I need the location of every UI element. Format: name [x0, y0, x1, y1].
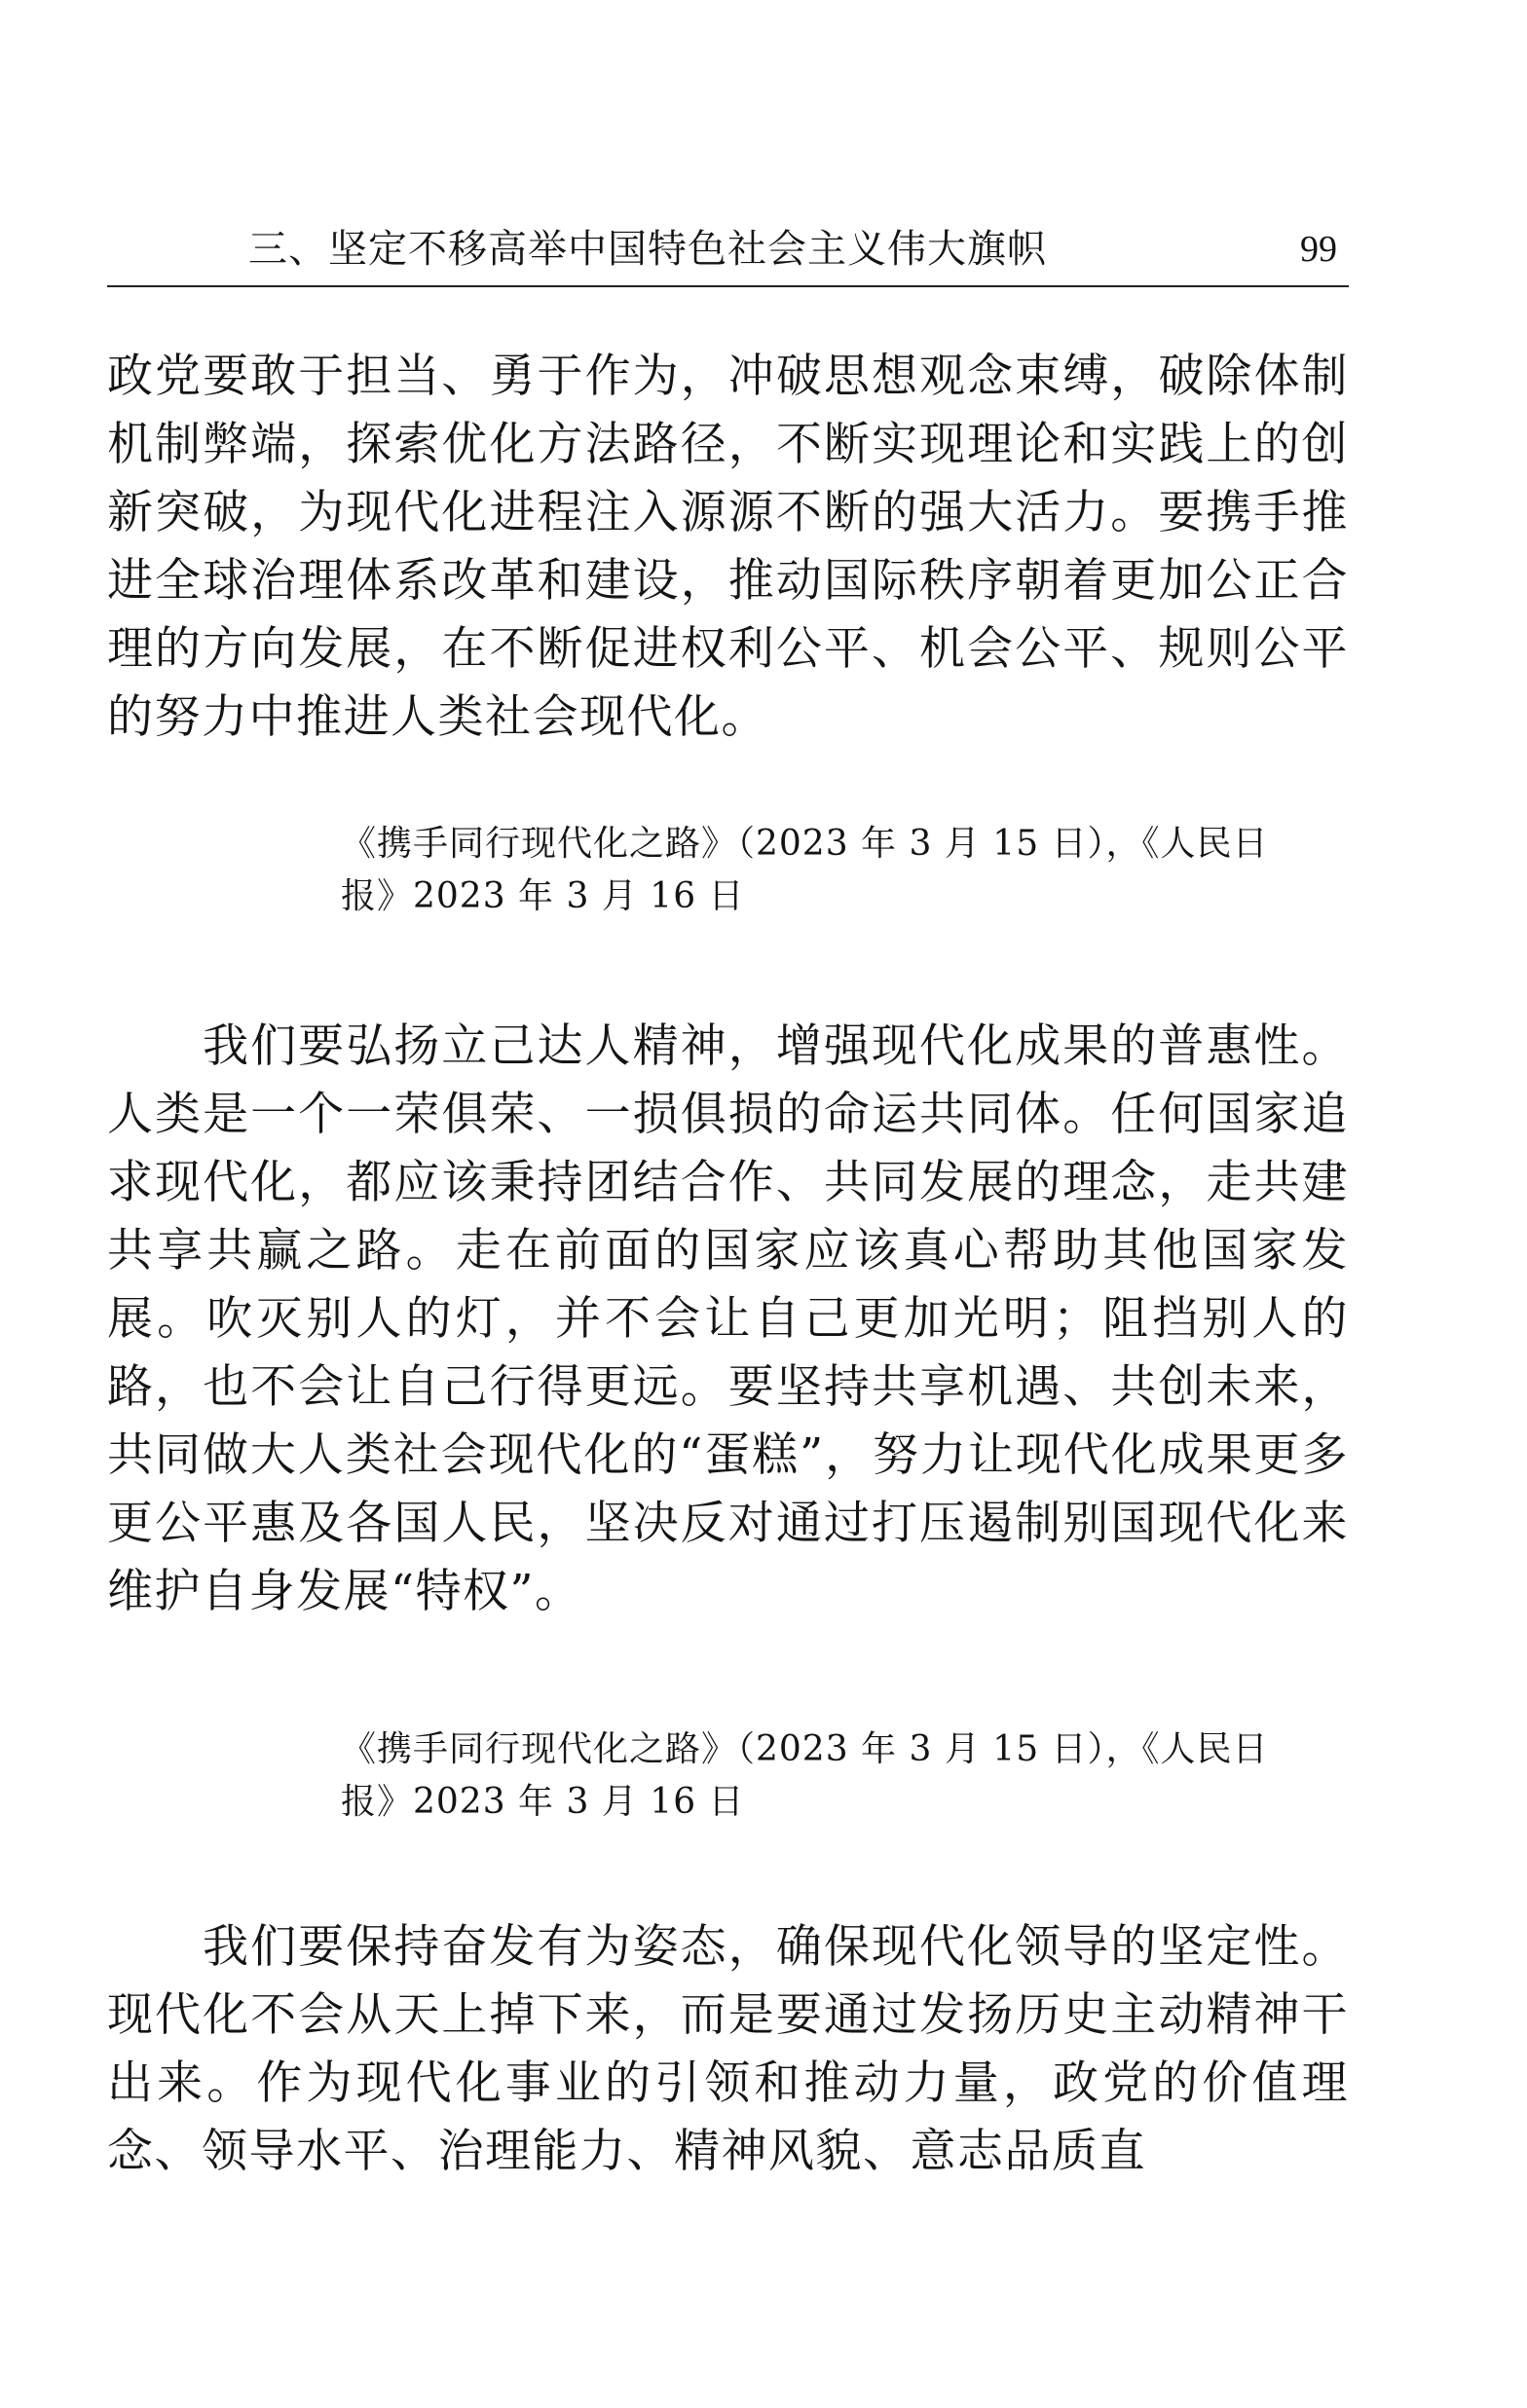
page-number: 99	[1300, 229, 1337, 270]
paragraph-1: 政党要敢于担当、勇于作为，冲破思想观念束缚，破除体制机制弊端，探索优化方法路径，不断实现理论和实践上的创新突破，为现代化进程注入源源不断的强大活力。要携手推进全球治理体系改革和建设，推动国际秩序朝着更加公正合理的方向发展，在不断促进权利公平、机会公平、规则公平的努力中推进人类社会现代化。	[107, 350, 1349, 744]
citation-2-line-1: 《携手同行现代化之路》（2023 年 3 月 15 日），《人民日	[341, 1729, 1269, 1769]
citation-1-line-1: 《携手同行现代化之路》（2023 年 3 月 15 日），《人民日	[341, 824, 1269, 864]
citation-2	[341, 1723, 1354, 1829]
citation-2-line-2: 报》2023 年 3 月 16 日	[341, 1782, 745, 1822]
paragraph-3: 我们要保持奋发有为姿态，确保现代化领导的坚定性。现代化不会从天上掉下来，而是要通过发扬历史主动精神干出来。作为现代化事业的引领和推动力量，政党的价值理念、领导水平、治理能力、精神风貌、意志品质直	[107, 1920, 1349, 2178]
citation-1-line-2: 报》2023 年 3 月 16 日	[341, 876, 745, 916]
running-header	[107, 222, 1349, 277]
running-title: 三、坚定不移高举中国特色社会主义伟大旗帜	[248, 227, 1047, 272]
citation-1	[341, 818, 1354, 923]
header-rule	[107, 285, 1349, 287]
paragraph-2: 我们要弘扬立己达人精神，增强现代化成果的普惠性。人类是一个一荣俱荣、一损俱损的命运共同体。任何国家追求现代化，都应该秉持团结合作、共同发展的理念，走共建共享共赢之路。走在前面的国家应该真心帮助其他国家发展。吹灭别人的灯，并不会让自己更加光明；阻挡别人的路，也不会让自己行得更远。要坚持共享机遇、共创未来，共同做大人类社会现代化的“蛋糕”，努力让现代化成果更多更公平惠及各国人民，坚决反对通过打压遏制别国现代化来维护自身发展“特权”。	[107, 1019, 1349, 1618]
